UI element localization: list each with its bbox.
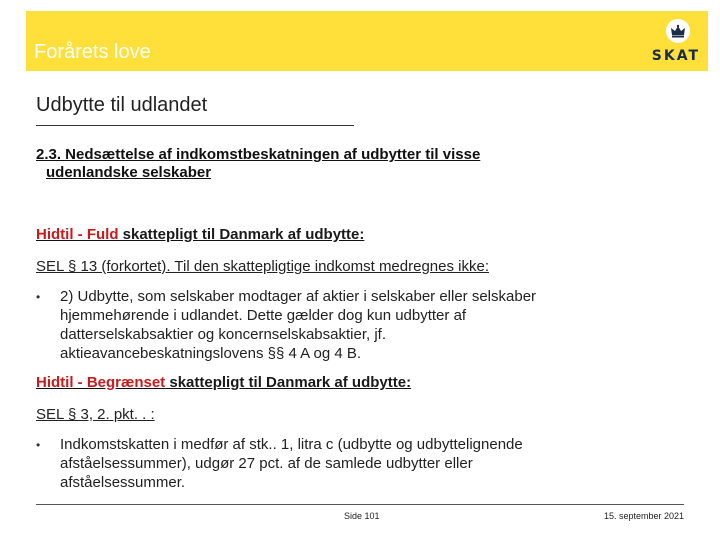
- footer-date: 15. september 2021: [603, 511, 684, 521]
- banner-title: Forårets love: [34, 41, 151, 63]
- block2-bullet-text: [60, 435, 680, 492]
- title-divider: [36, 125, 354, 126]
- bullet-line: hjemmehørende i udlandet. Dette gælder dog kun udbytter af: [60, 307, 467, 324]
- page-number: Side 101: [344, 511, 380, 521]
- skat-logo: [630, 19, 700, 67]
- bullet-line: Indkomstskatten i medfør af stk.. 1, litra c (udbytte og udbyttelignende: [60, 436, 523, 453]
- crown-emblem: [666, 19, 690, 43]
- logo-text: SKAT: [651, 48, 700, 64]
- bullet-icon: •: [36, 290, 41, 304]
- bullet-icon: •: [36, 438, 41, 452]
- section-title: Udbytte til udlandet: [36, 94, 208, 116]
- footer-divider: [36, 504, 684, 505]
- bullet-line: afståelsessummer.: [60, 474, 186, 491]
- bullet-line: aktieavancebeskatningslovens §§ 4 A og 4 B.: [60, 345, 362, 362]
- block1-label-highlight: Hidtil - Fuld: [36, 226, 119, 243]
- block2-label: [36, 374, 411, 391]
- block2-label-rest: skattepligt til Danmark af udbytte:: [165, 374, 412, 391]
- bullet-line: datterselskabsaktier og koncernselskabsaktier, jf.: [60, 326, 386, 343]
- heading-line-1: 2.3. Nedsættelse af indkomstbeskatningen af udbytter til visse: [36, 146, 481, 163]
- heading-line-2: udenlandske selskaber: [46, 164, 212, 181]
- block2-paragraph: SEL § 3, 2. pkt. . :: [36, 406, 155, 423]
- bullet-line: 2) Udbytte, som selskaber modtager af aktier i selskaber eller selskaber: [60, 288, 537, 305]
- bullet-line: afståelsessummer), udgør 27 pct. af de samlede udbytter eller: [60, 455, 473, 472]
- header-banner: [26, 11, 708, 71]
- block1-label: [36, 226, 364, 243]
- block1-bullet-text: [60, 287, 680, 363]
- block1-label-rest: skattepligt til Danmark af udbytte:: [118, 226, 365, 243]
- block2-label-highlight: Hidtil - Begrænset: [36, 374, 166, 391]
- block1-paragraph: SEL § 13 (forkortet). Til den skattepligtige indkomst medregnes ikke:: [36, 258, 489, 275]
- section-heading: [36, 146, 676, 182]
- crown-icon: [670, 24, 686, 38]
